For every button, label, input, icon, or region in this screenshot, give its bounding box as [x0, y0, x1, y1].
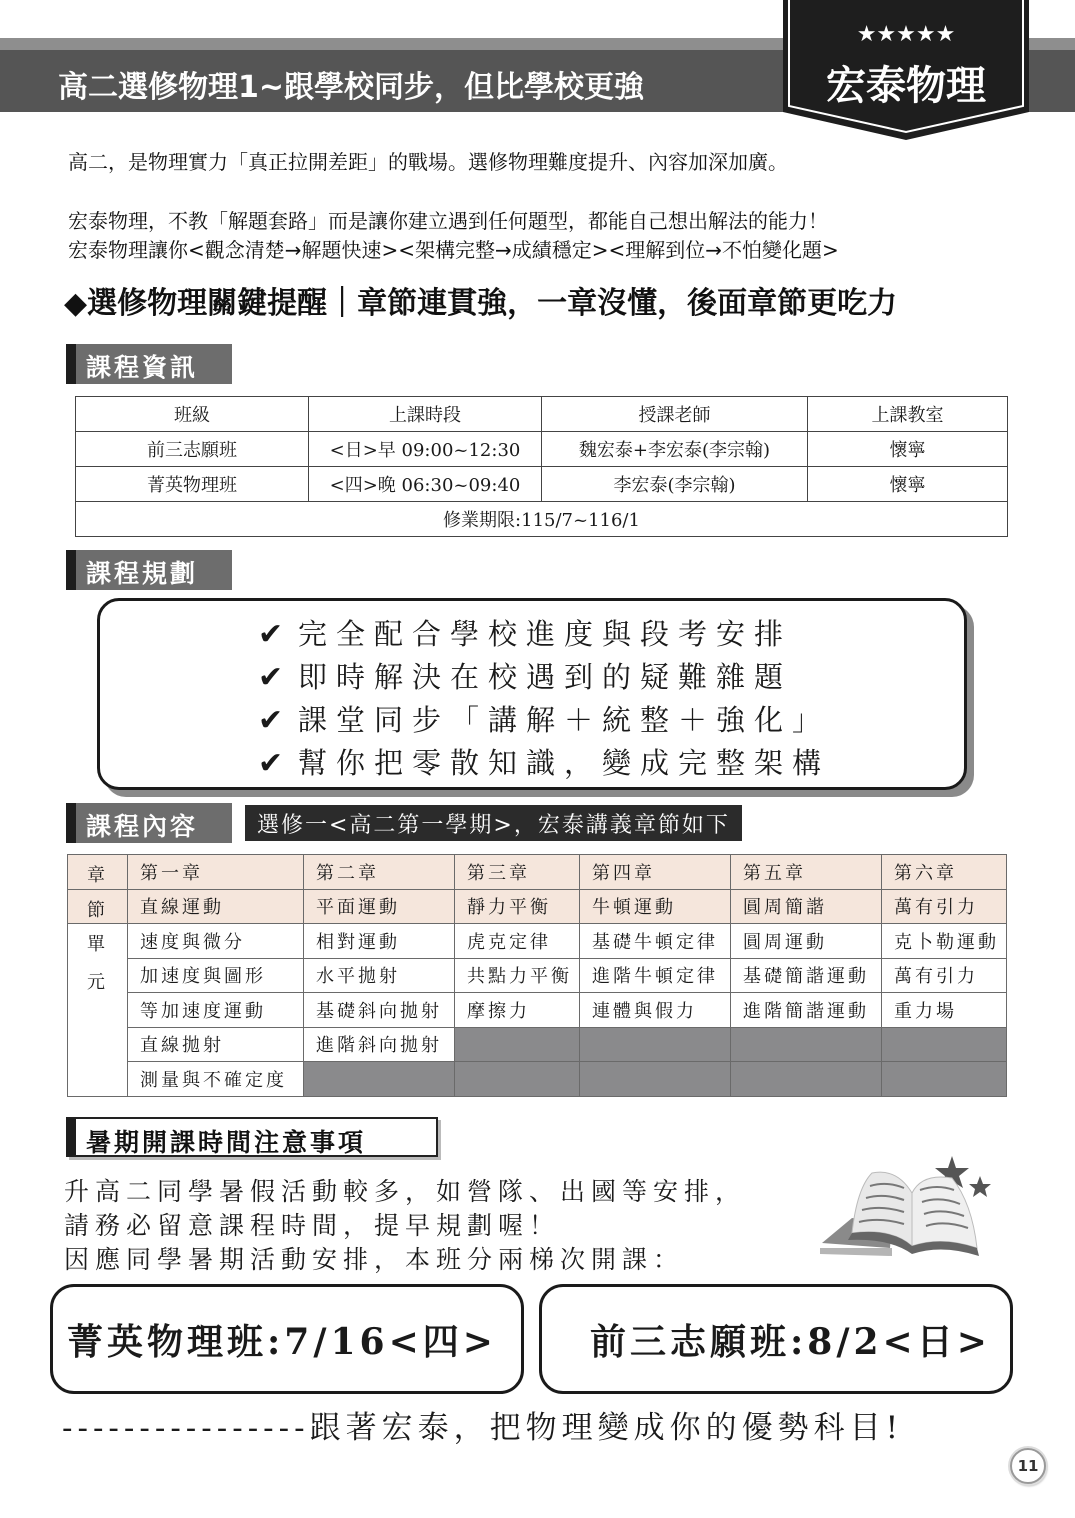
table-cell: <四>晚 06:30~09:40 — [309, 467, 542, 502]
empty-cell — [304, 1062, 455, 1097]
empty-cell — [731, 1027, 882, 1062]
section-label-course-plan: 課程規劃 — [66, 550, 232, 590]
table-row — [76, 432, 1008, 467]
unit-row — [68, 924, 1007, 959]
side-label-units — [68, 924, 128, 1097]
notice-line-3: 因應同學暑期活動安排，本班分兩梯次開課： — [64, 1245, 685, 1274]
empty-cell — [580, 1062, 731, 1097]
section-label-summer-notice: 暑期開課時間注意事項 — [66, 1117, 438, 1157]
chapter-table — [67, 854, 1007, 1097]
page-title: 高二選修物理1~跟學校同步，但比學校更強 — [58, 70, 645, 105]
unit-row — [68, 993, 1007, 1028]
table-header-cell: 上課時段 — [309, 397, 542, 432]
table-header-row — [76, 397, 1008, 432]
unit-cell: 基礎牛頓定律 — [580, 924, 731, 959]
table-cell: 懷寧 — [808, 467, 1008, 502]
unit-cell: 共點力平衡 — [455, 958, 580, 993]
course-plan-box — [97, 598, 967, 790]
plan-item-text: 幫你把零散知識，變成完整架構 — [298, 746, 831, 780]
empty-cell — [580, 1027, 731, 1062]
side-label: 節 — [68, 889, 128, 924]
unit-cell: 基礎斜向拋射 — [304, 993, 455, 1028]
chapter-number: 第二章 — [304, 855, 455, 890]
check-icon: ✔ — [258, 703, 284, 738]
unit-row — [68, 1027, 1007, 1062]
list-item — [258, 656, 830, 699]
table-cell: 李宏泰(李宗翰) — [542, 467, 808, 502]
key-point-heading: ◆選修物理關鍵提醒｜章節連貫強，一章沒懂，後面章節更吃力 — [64, 286, 898, 321]
intro-line-2: 宏泰物理，不教「解題套路」而是讓你建立遇到任何題型，都能自己想出解法的能力！ — [68, 209, 828, 233]
table-cell: 菁英物理班 — [76, 467, 309, 502]
list-item — [258, 742, 830, 785]
chapter-number: 第三章 — [455, 855, 580, 890]
unit-cell: 摩擦力 — [455, 993, 580, 1028]
chapter-title: 圓周簡諧 — [731, 889, 882, 924]
table-cell: <日>早 09:00~12:30 — [309, 432, 542, 467]
side-label: 元 — [87, 972, 108, 993]
list-item — [258, 699, 830, 742]
chapter-title: 直線運動 — [128, 889, 304, 924]
check-icon: ✔ — [258, 660, 284, 695]
table-footer-row — [76, 502, 1008, 537]
start-date-top-three-class — [539, 1284, 1013, 1394]
unit-cell: 加速度與圖形 — [128, 958, 304, 993]
unit-cell: 連體與假力 — [580, 993, 731, 1028]
page-number: 11 — [1010, 1448, 1046, 1484]
start-date-text: 前三志願班:8/2<日> — [590, 1320, 991, 1363]
unit-cell: 直線拋射 — [128, 1027, 304, 1062]
chapter-number-row — [68, 855, 1007, 890]
empty-cell — [455, 1027, 580, 1062]
unit-cell: 圓周運動 — [731, 924, 882, 959]
empty-cell — [455, 1062, 580, 1097]
table-header-cell: 上課教室 — [808, 397, 1008, 432]
unit-cell: 等加速度運動 — [128, 993, 304, 1028]
check-icon: ✔ — [258, 617, 284, 652]
unit-cell: 進階斜向拋射 — [304, 1027, 455, 1062]
side-label: 章 — [68, 855, 128, 890]
unit-row — [68, 1062, 1007, 1097]
open-book-icon — [812, 1148, 1002, 1263]
chapter-number: 第五章 — [731, 855, 882, 890]
course-period: 修業期限:115/7~116/1 — [76, 502, 1008, 537]
unit-cell: 進階牛頓定律 — [580, 958, 731, 993]
unit-cell: 進階簡諧運動 — [731, 993, 882, 1028]
check-icon: ✔ — [258, 746, 284, 781]
chapter-title: 靜力平衡 — [455, 889, 580, 924]
chapter-title: 萬有引力 — [882, 889, 1007, 924]
unit-cell: 虎克定律 — [455, 924, 580, 959]
unit-cell: 水平拋射 — [304, 958, 455, 993]
course-plan-list — [258, 613, 830, 785]
unit-row — [68, 958, 1007, 993]
section-label-course-content: 課程內容 — [66, 803, 232, 843]
course-content-subtitle: 選修一<高二第一學期>，宏泰講義章節如下 — [245, 805, 742, 841]
chapter-number: 第四章 — [580, 855, 731, 890]
side-label: 單 — [87, 934, 108, 955]
plan-item-text: 即時解決在校遇到的疑難雜題 — [298, 660, 793, 694]
course-info-table — [75, 396, 1008, 537]
notice-line-1: 升高二同學暑假活動較多，如營隊、出國等安排， — [64, 1177, 747, 1206]
chapter-title-row — [68, 889, 1007, 924]
chapter-title: 平面運動 — [304, 889, 455, 924]
list-item — [258, 613, 830, 656]
brand-badge — [783, 0, 1029, 140]
plan-item-text: 完全配合學校進度與段考安排 — [298, 617, 793, 651]
table-cell: 懷寧 — [808, 432, 1008, 467]
unit-cell: 速度與微分 — [128, 924, 304, 959]
start-date-text: 菁英物理班:7/16<四> — [67, 1320, 497, 1363]
brand-name: 宏泰物理 — [826, 63, 986, 109]
unit-cell: 相對運動 — [304, 924, 455, 959]
empty-cell — [731, 1062, 882, 1097]
unit-cell: 克卜勒運動 — [882, 924, 1007, 959]
table-header-cell: 授課老師 — [542, 397, 808, 432]
star-rating-icon: ★★★★★ — [856, 22, 956, 47]
table-cell: 前三志願班 — [76, 432, 309, 467]
unit-cell: 基礎簡諧運動 — [731, 958, 882, 993]
table-row — [76, 467, 1008, 502]
table-header-cell: 班級 — [76, 397, 309, 432]
unit-cell: 測量與不確定度 — [128, 1062, 304, 1097]
notice-line-2: 請務必留意課程時間，提早規劃喔！ — [64, 1211, 561, 1240]
chapter-number: 第一章 — [128, 855, 304, 890]
table-cell: 魏宏泰+李宏泰(李宗翰) — [542, 432, 808, 467]
empty-cell — [882, 1027, 1007, 1062]
plan-item-text: 課堂同步「講解＋統整＋強化」 — [298, 703, 831, 737]
section-label-course-info: 課程資訊 — [66, 344, 232, 384]
chapter-title: 牛頓運動 — [580, 889, 731, 924]
chapter-number: 第六章 — [882, 855, 1007, 890]
start-date-elite-class — [50, 1284, 524, 1394]
intro-line-1: 高二，是物理實力「真正拉開差距」的戰場。選修物理難度提升、內容加深加廣。 — [68, 150, 788, 174]
intro-line-3: 宏泰物理讓你<觀念清楚→解題快速><架構完整→成績穩定><理解到位→不怕變化題> — [68, 238, 839, 262]
slogan: ----------------跟著宏泰，把物理變成你的優勢科目! — [62, 1410, 904, 1446]
empty-cell — [882, 1062, 1007, 1097]
unit-cell: 重力場 — [882, 993, 1007, 1028]
unit-cell: 萬有引力 — [882, 958, 1007, 993]
